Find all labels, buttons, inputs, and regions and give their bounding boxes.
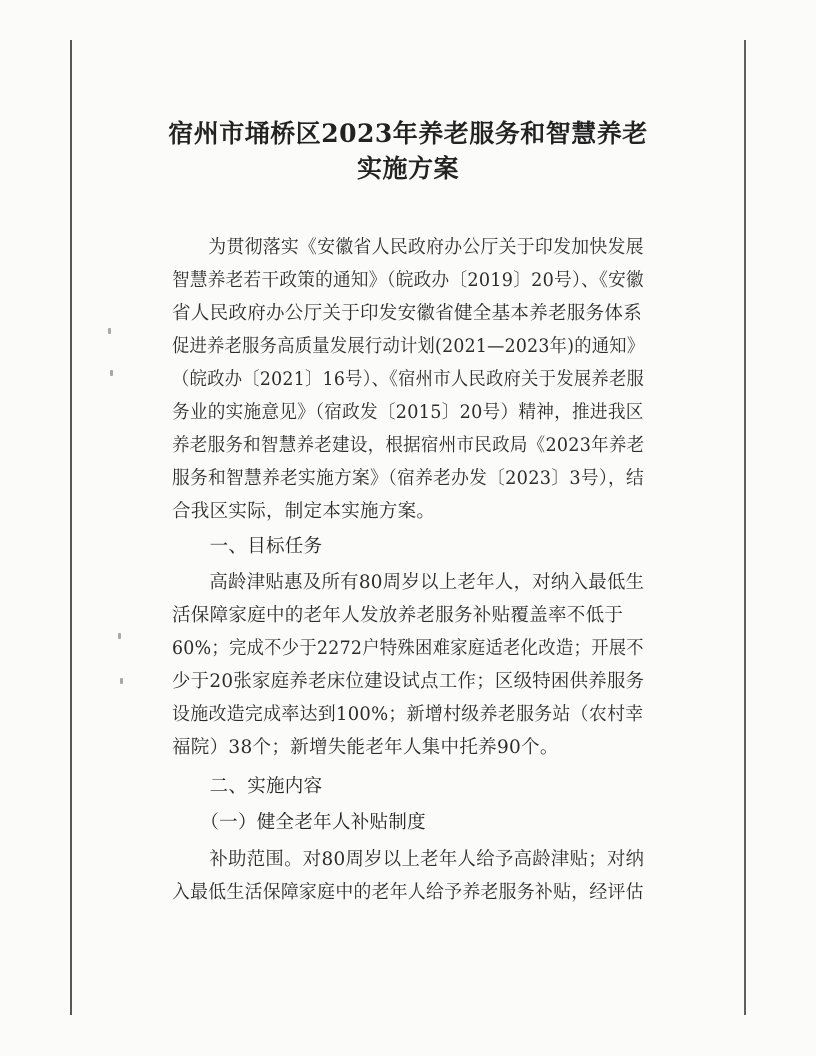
intro-line: 务业的实施意见》（宿政发〔2015〕20号）精神，推进我区 (172, 402, 644, 423)
goals-line: 设施改造完成率达到100%；新增村级养老服务站（农村幸 (172, 704, 644, 725)
intro-line: 促进养老服务高质量发展行动计划(2021—2023年)的通知》 (172, 336, 645, 357)
scan-speck (108, 328, 111, 334)
scan-edge-right (744, 40, 746, 1015)
goals-line: 高龄津贴惠及所有80周岁以上老年人，对纳入最低生 (172, 572, 645, 593)
intro-line: （皖政办〔2021〕16号）、《宿州市人民政府关于发展养老服 (172, 369, 645, 390)
section-heading-content: 二、实施内容 (172, 776, 323, 797)
scan-speck (118, 633, 121, 639)
goals-line: 活保障家庭中的老年人发放养老服务补贴覆盖率不低于 (172, 605, 624, 626)
scan-speck (120, 678, 123, 684)
scan-edge-left (70, 40, 72, 1015)
subsection-heading-subsidy: （一）健全老年人补贴制度 (172, 812, 426, 833)
document-title-line1: 宿州市埇桥区2023年养老服务和智慧养老 (168, 119, 648, 148)
goals-line: 60%；完成不少于2272户特殊困难家庭适老化改造；开展不 (172, 638, 644, 659)
intro-line: 智慧养老若干政策的通知》（皖政办〔2019〕20号）、《安徽 (172, 270, 644, 291)
scan-speck (110, 370, 113, 376)
intro-line: 为贯彻落实《安徽省人民政府办公厅关于印发加快发展 (172, 237, 644, 258)
section-heading-goals: 一、目标任务 (172, 536, 323, 557)
intro-line: 养老服务和智慧养老建设，根据宿州市民政局《2023年养老 (172, 435, 645, 456)
goals-line: 福院）38个；新增失能老年人集中托养90个。 (172, 737, 559, 758)
goals-line: 少于20张家庭养老床位建设试点工作；区级特困供养服务 (172, 671, 645, 692)
subsidy-line: 入最低生活保障家庭中的老年人给予养老服务补贴，经评估 (172, 882, 644, 903)
intro-line: 服务和智慧养老实施方案》（宿养老办发〔2023〕3号），结 (172, 468, 645, 489)
intro-line: 省人民政府办公厅关于印发安徽省健全基本养老服务体系 (172, 303, 643, 324)
document-title-line2: 实施方案 (356, 154, 459, 183)
subsidy-line: 补助范围。对80周岁以上老年人给予高龄津贴；对纳 (172, 849, 645, 870)
intro-line: 合我区实际，制定本实施方案。 (172, 501, 436, 522)
